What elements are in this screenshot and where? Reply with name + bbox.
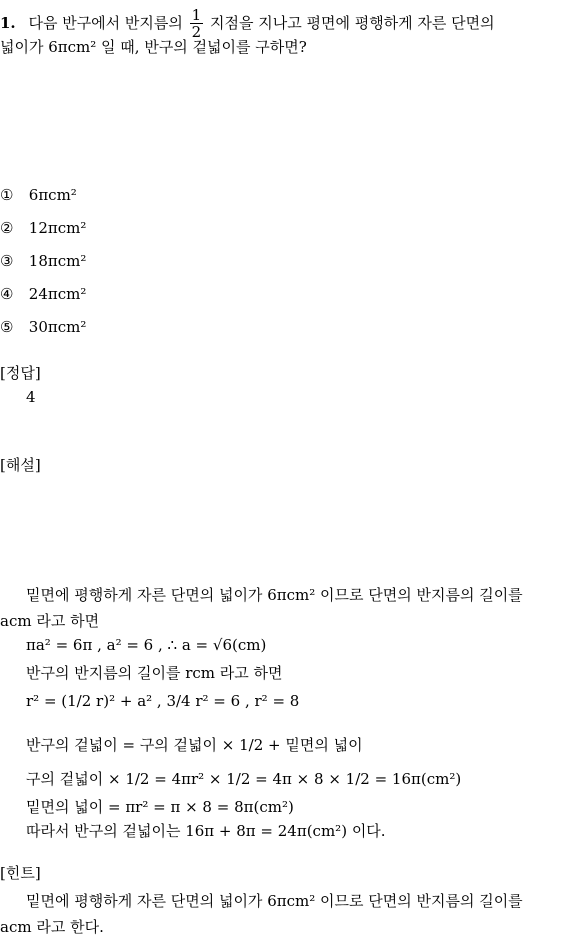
choice-text: 12πcm²: [28, 219, 87, 237]
choice-marker: ④: [0, 285, 14, 303]
hint-line: 밑면에 평행하게 자른 단면의 넓이가 6πcm² 이므로 단면의 반지름의 길이를: [26, 892, 523, 910]
answer-value: 4: [26, 388, 36, 406]
choice-text: 6πcm²: [28, 186, 77, 204]
explanation-line: 따라서 반구의 겉넓이는 16π + 8π = 24π(cm²) 이다.: [26, 822, 386, 840]
question-line-2: 넓이가 6πcm² 일 때, 반구의 겉넓이를 구하면?: [0, 38, 307, 56]
answer-label: [정답]: [0, 364, 41, 382]
explanation-line: 반구의 겉넓이 = 구의 겉넓이 × 1/2 + 밑면의 넓이: [26, 736, 363, 754]
question-text-b: 지점을 지나고 평면에 평행하게 자른 단면의: [205, 14, 495, 32]
explanation-line: r² = (1/2 r)² + a² , 3/4 r² = 6 , r² = 8: [26, 692, 300, 710]
choice-text: 24πcm²: [28, 285, 87, 303]
choice-text: 18πcm²: [28, 252, 87, 270]
choice-text: 30πcm²: [28, 318, 87, 336]
choice-5[interactable]: [0, 318, 86, 336]
choice-marker: ②: [0, 219, 14, 237]
choice-2[interactable]: [0, 219, 86, 237]
explanation-line: 밑면에 평행하게 자른 단면의 넓이가 6πcm² 이므로 단면의 반지름의 길이를: [26, 586, 523, 604]
choice-marker: ⑤: [0, 318, 14, 336]
hint-line: acm 라고 한다.: [0, 918, 104, 936]
question-text-a: 다음 반구에서 반지름의: [28, 14, 188, 32]
choice-4[interactable]: [0, 285, 86, 303]
choice-marker: ③: [0, 252, 14, 270]
hint-label: [힌트]: [0, 864, 41, 882]
explanation-line: 밑면의 넓이 = πr² = π × 8 = 8π(cm²): [26, 798, 294, 816]
explanation-line: acm 라고 하면: [0, 612, 100, 630]
frac-num: 1: [191, 6, 202, 24]
explanation-line: 구의 겉넓이 × 1/2 = 4πr² × 1/2 = 4π × 8 × 1/2 = 16π(cm²): [26, 770, 462, 788]
choice-3[interactable]: [0, 252, 86, 270]
choice-marker: ①: [0, 186, 14, 204]
explanation-line: 반구의 반지름의 길이를 rcm 라고 하면: [26, 664, 283, 682]
choice-1[interactable]: [0, 186, 77, 204]
question-number: 1.: [0, 14, 16, 32]
frac-den: 2: [191, 23, 202, 41]
explanation-line: πa² = 6π , a² = 6 , ∴ a = √6(cm): [26, 636, 267, 654]
explanation-label: [해설]: [0, 456, 41, 474]
